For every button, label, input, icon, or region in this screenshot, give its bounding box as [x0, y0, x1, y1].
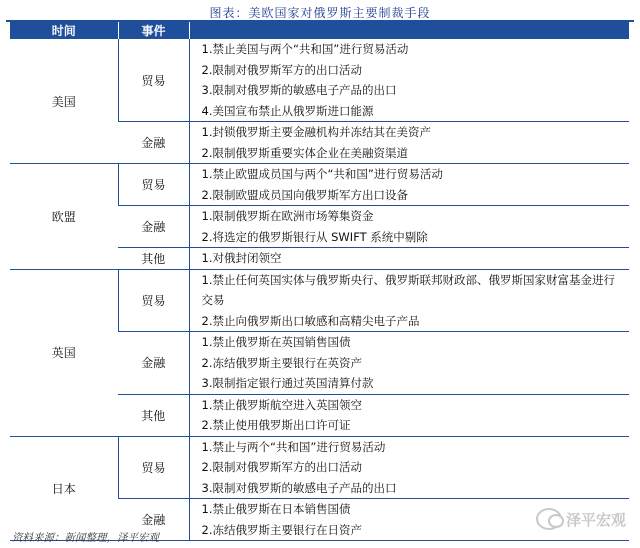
measures-eu-finance — [189, 206, 629, 248]
measures-uk-trade — [189, 269, 629, 332]
measures-us-trade — [189, 39, 629, 122]
category-jp-trade: 贸易 — [118, 436, 189, 499]
category-uk-trade: 贸易 — [118, 269, 189, 332]
measure-item: 1.禁止俄罗斯在日本销售国债 — [201, 502, 351, 516]
measure-item: 2.禁止使用俄罗斯出口许可证 — [201, 418, 351, 432]
measure-item: 1.禁止欧盟成员国与两个“共和国”进行贸易活动 — [201, 167, 443, 181]
measure-item: 2.限制欧盟成员国向俄罗斯军方出口设备 — [201, 187, 408, 202]
measure-item: 3.限制指定银行通过英国清算付款 — [201, 376, 374, 390]
measure-item: 1.封锁俄罗斯主要金融机构并冻结其在美资产 — [201, 125, 431, 139]
measure-item: 1.禁止任何英国实体与俄罗斯央行、俄罗斯联邦财政部、俄罗斯国家财富基金进行交易 — [201, 272, 615, 307]
category-us-trade: 贸易 — [118, 39, 189, 122]
header-event: 事件 — [118, 22, 189, 39]
measures-uk-finance — [189, 332, 629, 395]
table-row — [10, 164, 629, 206]
measure-item: 2.禁止向俄罗斯出口敏感和高精尖电子产品 — [201, 313, 420, 328]
measures-eu-trade — [189, 164, 629, 206]
region-eu: 欧盟 — [10, 164, 118, 270]
category-uk-other: 其他 — [118, 394, 189, 436]
category-uk-finance: 金融 — [118, 332, 189, 395]
category-eu-trade: 贸易 — [118, 164, 189, 206]
table-row — [10, 39, 629, 122]
table-header-row — [10, 22, 629, 39]
measures-eu-other — [189, 248, 629, 270]
measure-item: 2.将选定的俄罗斯银行从 SWIFT 系统中剔除 — [201, 229, 428, 244]
measure-item: 1.禁止俄罗斯航空进入英国领空 — [201, 397, 362, 412]
measures-us-finance — [189, 122, 629, 164]
measure-item: 1.限制俄罗斯在欧洲市场筹集资金 — [201, 209, 374, 223]
table-row — [10, 436, 629, 499]
measure-item: 1.禁止美国与两个“共和国”进行贸易活动 — [201, 42, 409, 56]
measure-item: 4.美国宣布禁止从俄罗斯进口能源 — [201, 103, 374, 118]
header-blank — [189, 22, 629, 39]
measures-uk-other — [189, 394, 629, 436]
watermark — [536, 508, 626, 530]
header-time: 时间 — [10, 22, 118, 39]
measure-item: 1.禁止俄罗斯在英国销售国债 — [201, 335, 351, 349]
measure-item: 1.禁止与两个“共和国”进行贸易活动 — [201, 439, 386, 454]
category-eu-other: 其他 — [118, 248, 189, 270]
measures-jp-trade — [189, 436, 629, 499]
measure-item: 3.限制对俄罗斯的敏感电子产品的出口 — [201, 83, 397, 97]
source-note: 资料来源：新闻整理，泽平宏观 — [12, 532, 159, 544]
figure-title: 图表：美欧国家对俄罗斯主要制裁手段 — [209, 6, 431, 20]
measure-item: 2.限制对俄罗斯军方的出口活动 — [201, 460, 362, 474]
measure-item: 2.限制对俄罗斯军方的出口活动 — [201, 62, 362, 77]
measure-item: 1.对俄封闭领空 — [201, 251, 282, 265]
measure-item: 2.冻结俄罗斯主要银行在英资产 — [201, 355, 362, 370]
table-row — [10, 269, 629, 332]
category-eu-finance: 金融 — [118, 206, 189, 248]
wechat-icon — [536, 508, 562, 530]
sanctions-table — [10, 22, 629, 541]
measure-item: 2.限制俄罗斯重要实体企业在美融资渠道 — [201, 145, 408, 160]
region-uk: 英国 — [10, 269, 118, 436]
region-us: 美国 — [10, 39, 118, 164]
measure-item: 3.限制对俄罗斯的敏感电子产品的出口 — [201, 480, 397, 495]
category-jp-finance: 金融 — [118, 499, 189, 541]
region-jp: 日本 — [10, 436, 118, 541]
category-us-finance: 金融 — [118, 122, 189, 164]
watermark-text: 泽平宏观 — [565, 510, 626, 529]
measure-item: 2.冻结俄罗斯主要银行在日资产 — [201, 522, 362, 537]
